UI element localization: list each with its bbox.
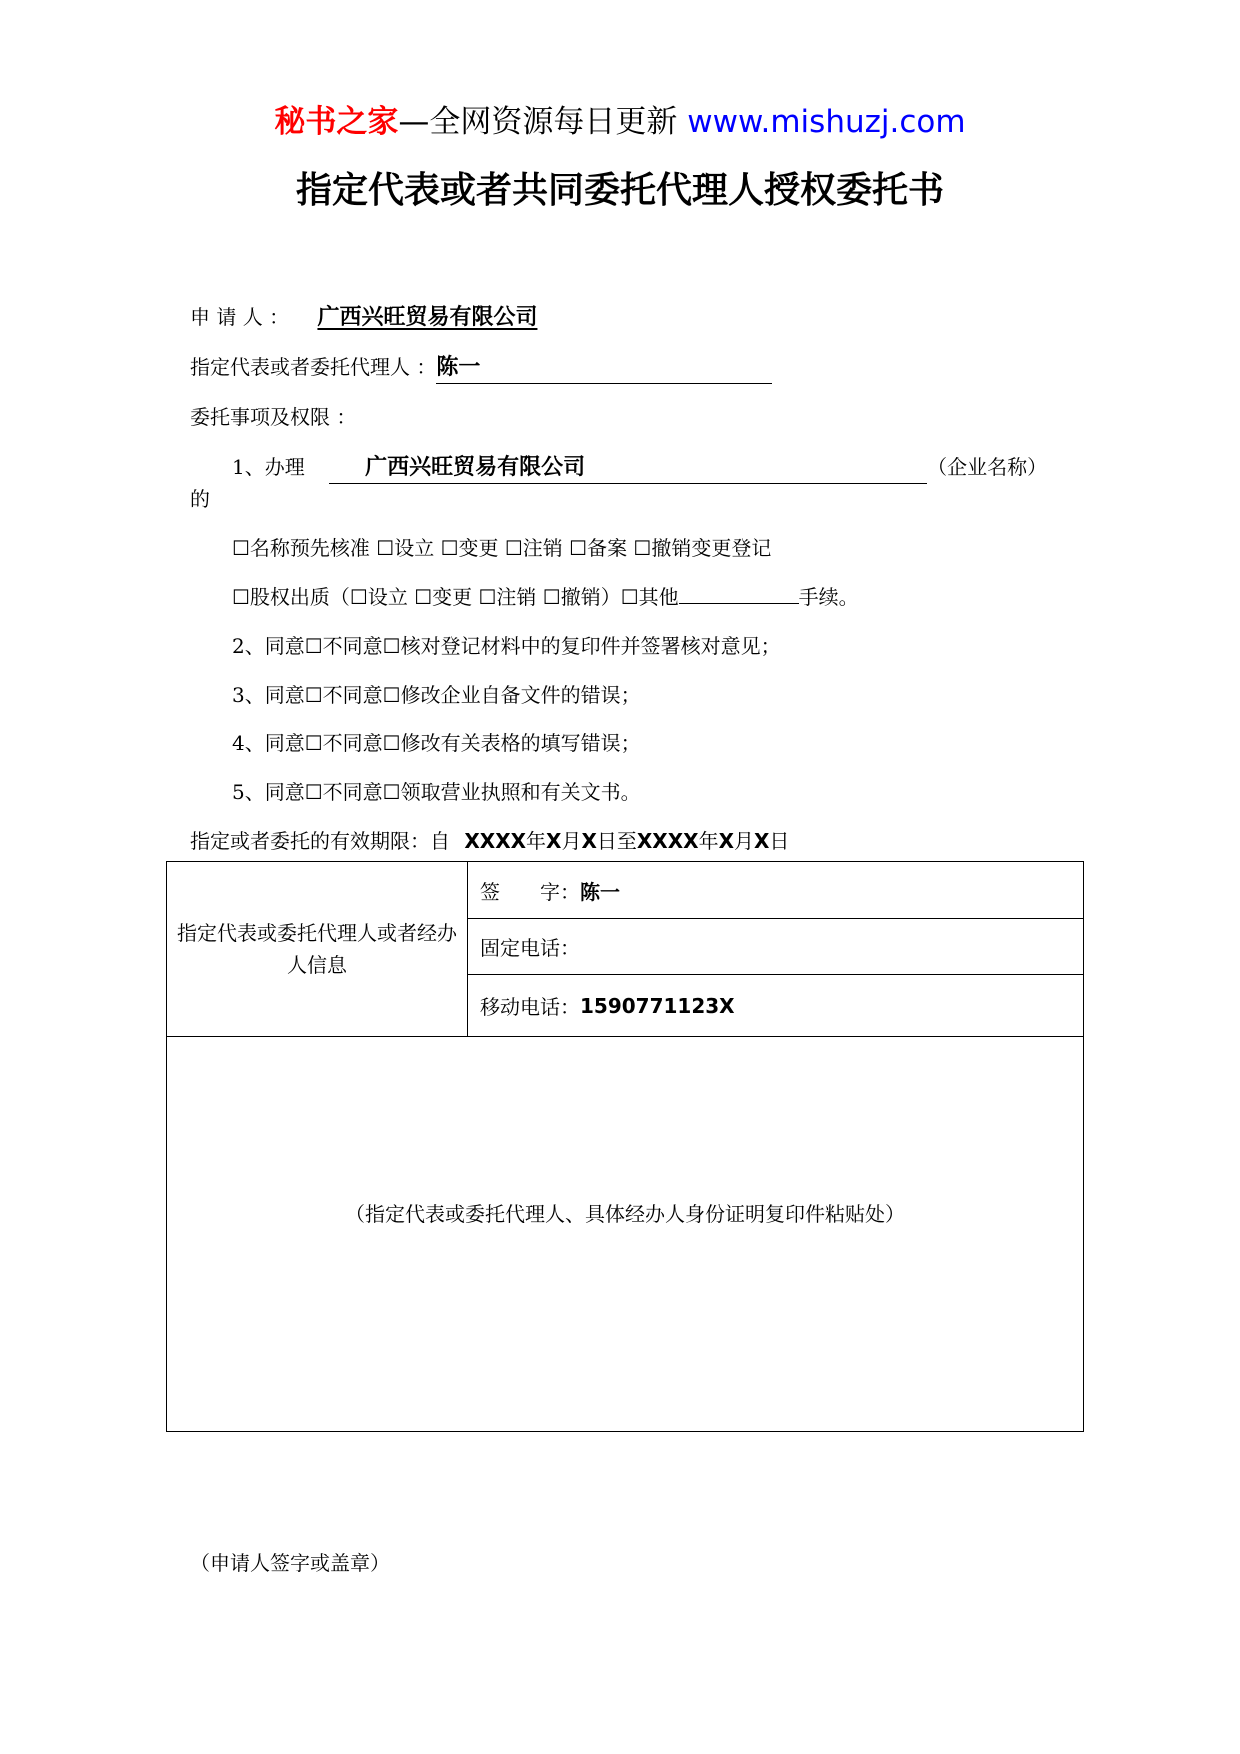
item-2: 2、同意☐不同意☐核对登记材料中的复印件并签署核对意见； bbox=[232, 634, 781, 658]
mobile-value: 1590771123X bbox=[580, 993, 735, 1018]
mobile-row bbox=[468, 975, 1084, 1037]
agent-info-table bbox=[166, 861, 1084, 1432]
item-1-line bbox=[232, 452, 1047, 484]
validity-month-text-2: 月 bbox=[734, 829, 754, 853]
item-4: 4、同意☐不同意☐修改有关表格的填写错误； bbox=[232, 731, 641, 755]
validity-label: 指定或者委托的有效期限：自 bbox=[190, 829, 450, 853]
agent-label: 指定代表或者委托代理人 ： bbox=[190, 355, 437, 379]
landline-label: 固定电话： bbox=[480, 936, 580, 960]
validity-year-text-1: 年 bbox=[526, 829, 547, 853]
item-1-tail: 的 bbox=[190, 487, 210, 511]
mobile-label: 移动电话： bbox=[480, 995, 580, 1019]
validity-year-text-2: 年 bbox=[698, 829, 719, 853]
item-1-company: 广西兴旺贸易有限公司 bbox=[365, 455, 586, 480]
item-1-company-field bbox=[329, 452, 927, 484]
signature-row bbox=[468, 862, 1084, 919]
agent-field bbox=[436, 352, 772, 384]
item-5: 5、同意☐不同意☐领取营业执照和有关文书。 bbox=[232, 780, 641, 804]
applicant-value: 广西兴旺贸易有限公司 bbox=[317, 305, 538, 330]
applicant-label: 申 请 人 ： bbox=[190, 305, 290, 329]
agent-info-label: 指定代表或委托代理人或者经办人信息 bbox=[167, 862, 468, 1037]
validity-line bbox=[190, 826, 789, 856]
validity-day-text-1: 日至 bbox=[596, 829, 637, 853]
validity-start-day: X bbox=[581, 829, 597, 853]
banner-slogan: —全网资源每日更新 bbox=[398, 104, 678, 140]
id-copy-paste-note: （指定代表或委托代理人、具体经办人身份证明复印件粘贴处） bbox=[345, 1202, 905, 1226]
item-3: 3、同意☐不同意☐修改企业自备文件的错误； bbox=[232, 683, 641, 707]
equity-options-tail: 手续。 bbox=[798, 585, 859, 609]
matters-label: 委托事项及权限 ： bbox=[190, 405, 357, 429]
landline-row bbox=[468, 919, 1084, 975]
equity-options: ☐股权出质（☐设立 ☐变更 ☐注销 ☐撤销）☐其他 bbox=[232, 585, 679, 609]
applicant-signature-note: （申请人签字或盖章） bbox=[190, 1551, 390, 1575]
validity-month-text-1: 月 bbox=[561, 829, 582, 853]
validity-end-year: XXXX bbox=[636, 829, 699, 853]
applicant-line bbox=[190, 302, 537, 333]
validity-day-text-2: 日 bbox=[769, 829, 790, 853]
validity-end-month: X bbox=[718, 829, 734, 853]
validity-start-month: X bbox=[546, 829, 562, 853]
validity-start-year: XXXX bbox=[464, 829, 527, 853]
item-1-prefix: 1、办理 bbox=[232, 455, 305, 479]
other-blank bbox=[679, 583, 799, 604]
signature-label: 签 字： bbox=[480, 879, 580, 904]
validity-end-day: X bbox=[754, 829, 770, 853]
agent-value: 陈一 bbox=[436, 355, 481, 380]
document-title: 指定代表或者共同委托代理人授权委托书 bbox=[295, 170, 944, 211]
equity-options-line bbox=[232, 582, 859, 612]
item-1-suffix: （企业名称） bbox=[927, 455, 1048, 479]
registration-options: ☐名称预先核准 ☐设立 ☐变更 ☐注销 ☐备案 ☐撤销变更登记 bbox=[232, 536, 772, 560]
signature-value: 陈一 bbox=[580, 879, 620, 904]
agent-line bbox=[190, 352, 772, 384]
site-banner bbox=[0, 100, 1240, 144]
banner-url[interactable]: www.mishuzj.com bbox=[687, 104, 966, 140]
banner-brand: 秘书之家 bbox=[274, 104, 399, 140]
